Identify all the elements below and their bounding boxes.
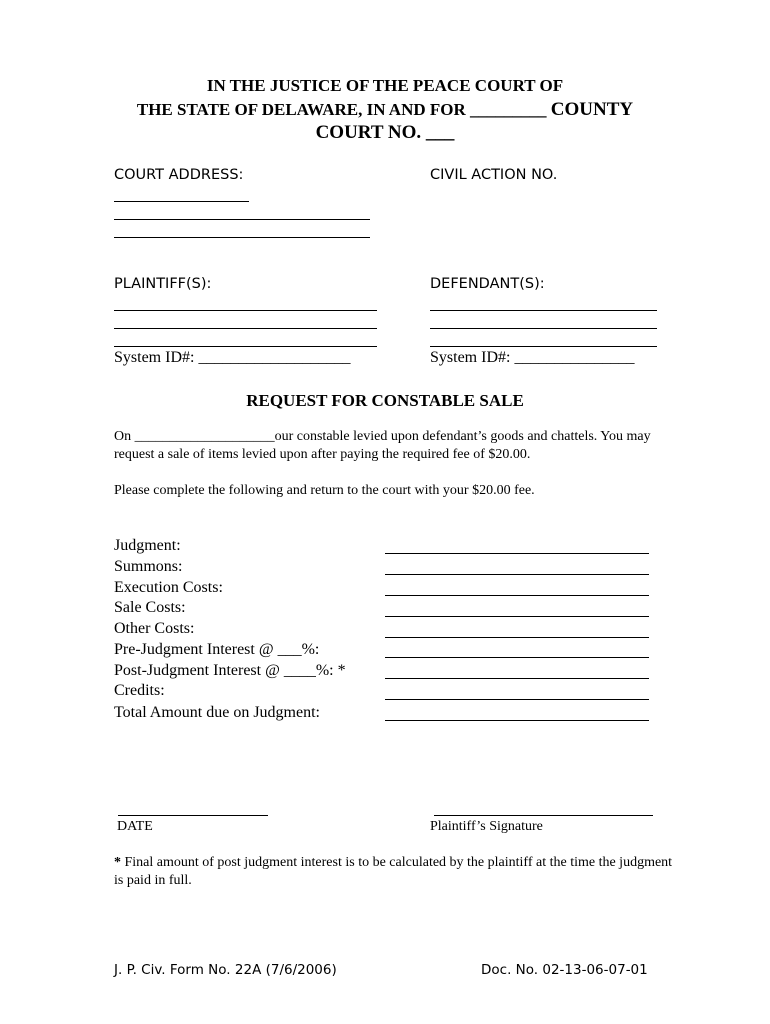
amount-label-pre-judgment-interest: Pre-Judgment Interest @ ___%: — [114, 641, 320, 658]
amount-line-sale-costs[interactable] — [385, 616, 649, 617]
footnote-line-1 — [114, 855, 672, 871]
footnote-line-2: is paid in full. — [114, 873, 192, 888]
plaintiff-line-1[interactable] — [114, 310, 377, 311]
defendant-line-2[interactable] — [430, 328, 657, 329]
defendant-label: DEFENDANT(S): — [430, 276, 545, 292]
court-address-line-2[interactable] — [114, 219, 370, 220]
court-heading-line-1: IN THE JUSTICE OF THE PEACE COURT OF — [206, 76, 564, 95]
form-number: J. P. Civ. Form No. 22A (7/6/2006) — [114, 962, 337, 978]
court-address-line-1[interactable] — [114, 201, 249, 202]
civil-action-label: CIVIL ACTION NO. — [430, 167, 558, 183]
intro-line-2: request a sale of items levied upon after paying the required fee of $20.00. — [114, 447, 531, 462]
amount-line-other-costs[interactable] — [385, 637, 649, 638]
court-number-heading: COURT NO. ___ — [315, 122, 455, 143]
amount-label-execution-costs: Execution Costs: — [114, 579, 223, 596]
county-blank: _________ — [470, 100, 547, 119]
county-text: COUNTY — [550, 99, 634, 120]
defendant-system-id[interactable]: System ID#: _______________ — [430, 349, 635, 366]
amount-line-post-judgment-interest[interactable] — [385, 678, 649, 679]
amount-line-pre-judgment-interest[interactable] — [385, 657, 649, 658]
form-title: REQUEST FOR CONSTABLE SALE — [246, 391, 524, 410]
defendant-line-1[interactable] — [430, 310, 657, 311]
amount-label-total-due: Total Amount due on Judgment: — [114, 704, 320, 721]
amount-label-summons: Summons: — [114, 558, 183, 575]
instruction-text: Please complete the following and return to the court with your $20.00 fee. — [114, 483, 535, 498]
amount-label-other-costs: Other Costs: — [114, 620, 195, 637]
amount-label-post-judgment-interest: Post-Judgment Interest @ ____%: * — [114, 662, 346, 679]
amount-label-judgment: Judgment: — [114, 537, 181, 554]
amount-label-credits: Credits: — [114, 682, 165, 699]
plaintiff-line-3[interactable] — [114, 346, 377, 347]
defendant-line-3[interactable] — [430, 346, 657, 347]
date-label: DATE — [117, 819, 153, 834]
court-address-line-3[interactable] — [114, 237, 370, 238]
state-text: THE STATE OF DELAWARE, IN AND FOR — [136, 100, 466, 119]
footnote-star: * — [114, 855, 121, 870]
plaintiff-signature-label: Plaintiff’s Signature — [430, 819, 543, 834]
amount-label-sale-costs: Sale Costs: — [114, 599, 186, 616]
date-line[interactable] — [118, 815, 268, 816]
document-number: Doc. No. 02-13-06-07-01 — [481, 962, 648, 978]
intro-line-1: On ____________________our constable levied upon defendant’s goods and chattels. You may — [114, 429, 651, 444]
plaintiff-signature-line[interactable] — [434, 815, 653, 816]
plaintiff-line-2[interactable] — [114, 328, 377, 329]
amount-line-summons[interactable] — [385, 574, 649, 575]
plaintiff-system-id[interactable]: System ID#: ___________________ — [114, 349, 351, 366]
plaintiff-label: PLAINTIFF(S): — [114, 276, 212, 292]
amount-line-judgment[interactable] — [385, 553, 649, 554]
amount-line-total-due[interactable] — [385, 720, 649, 721]
court-heading-line-2 — [0, 99, 770, 121]
court-address-label: COURT ADDRESS: — [114, 167, 244, 183]
amount-line-credits[interactable] — [385, 699, 649, 700]
amount-line-execution-costs[interactable] — [385, 595, 649, 596]
footnote-text: Final amount of post judgment interest is to be calculated by the plaintiff at the time the judgment — [121, 855, 673, 870]
